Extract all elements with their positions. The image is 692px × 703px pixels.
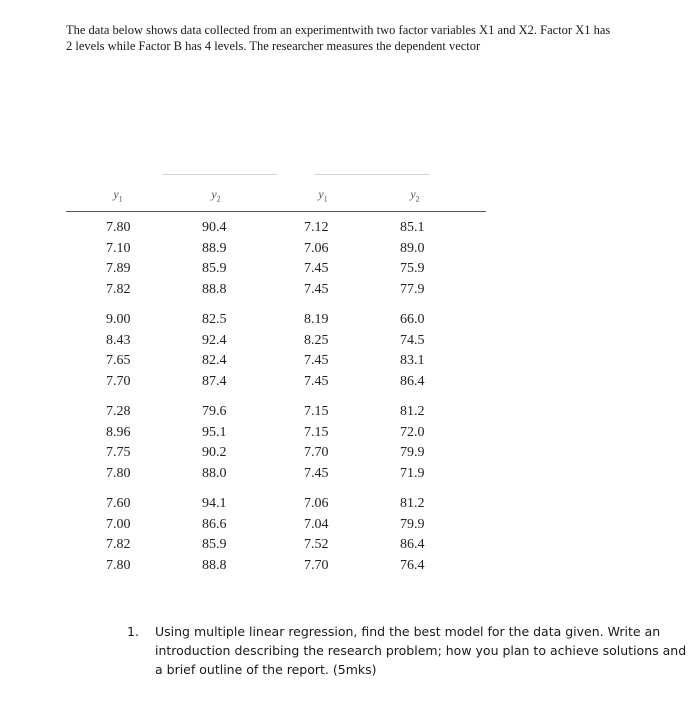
- table-cell: 83.1: [400, 353, 425, 368]
- intro-line-2: 2 levels while Factor B has 4 levels. The researcher measures the dependent vector: [66, 39, 481, 53]
- table-cell: 82.5: [202, 312, 227, 327]
- table-cell: 88.8: [202, 281, 227, 297]
- table-cell: 76.4: [400, 557, 425, 573]
- table-cell: 7.52: [304, 537, 329, 552]
- table-row: [66, 443, 486, 464]
- question-line-2: introduction describing the research problem; how you plan to achieve solutions and: [155, 643, 687, 658]
- table-cell: 7.00: [106, 516, 131, 532]
- table-cell: 85.9: [202, 537, 227, 552]
- table-cell: 85.1: [400, 220, 425, 235]
- table-cell: 90.2: [202, 445, 227, 460]
- table-cell: 7.10: [106, 240, 131, 256]
- table-cell: 72.0: [400, 424, 425, 440]
- table-cell: 7.82: [106, 281, 131, 297]
- table-row: [66, 218, 486, 239]
- table-cell: 7.80: [106, 220, 131, 235]
- table-cell: 95.1: [202, 424, 227, 440]
- table-cell: 79.9: [400, 516, 425, 532]
- table-cell: 79.9: [400, 445, 425, 460]
- table-cell: 7.06: [304, 240, 329, 256]
- table-cell: 7.75: [106, 445, 131, 460]
- table-cell: 86.4: [400, 537, 425, 552]
- table-cell: 88.8: [202, 557, 227, 573]
- question-line-3: a brief outline of the report. (5mks): [155, 662, 377, 677]
- column-header-y1-b: $y_1$: [318, 187, 328, 204]
- table-cell: 85.9: [202, 261, 227, 276]
- table-cell: 79.6: [202, 404, 227, 419]
- table-cell: 8.19: [304, 312, 329, 327]
- table-cell: 92.4: [202, 332, 227, 348]
- table-row: [66, 556, 486, 577]
- table-cell: 88.9: [202, 240, 227, 256]
- table-cell: 75.9: [400, 261, 425, 276]
- table-row: [66, 402, 486, 423]
- table-cell: 7.15: [304, 424, 329, 440]
- table-cell: 7.06: [304, 496, 329, 511]
- table-cell: 81.2: [400, 496, 425, 511]
- table-block: [66, 310, 486, 392]
- table-cell: 87.4: [202, 373, 227, 389]
- top-divider-right: [314, 174, 430, 175]
- table-cell: 89.0: [400, 240, 425, 256]
- table-row: [66, 494, 486, 515]
- table-row: [66, 280, 486, 301]
- table-cell: 71.9: [400, 465, 425, 481]
- table-row: [66, 310, 486, 331]
- question-line-1: Using multiple linear regression, find the best model for the data given. Write an: [155, 624, 661, 639]
- table-row: [66, 423, 486, 444]
- top-divider-left: [162, 174, 277, 175]
- table-cell: 8.25: [304, 332, 329, 348]
- table-cell: 7.80: [106, 465, 131, 481]
- column-header-y2-a: $y_2$: [211, 187, 221, 204]
- table-cell: 7.70: [304, 557, 329, 573]
- table-block: [66, 494, 486, 576]
- table-cell: 7.45: [304, 465, 329, 481]
- table-cell: 7.12: [304, 220, 329, 235]
- table-cell: 7.70: [304, 445, 329, 460]
- table-cell: 74.5: [400, 332, 425, 348]
- table-cell: 7.28: [106, 404, 131, 419]
- table-row: [66, 239, 486, 260]
- table-cell: 7.70: [106, 373, 131, 389]
- table-cell: 7.65: [106, 353, 131, 368]
- table-cell: 81.2: [400, 404, 425, 419]
- question-text: [155, 622, 687, 679]
- table-row: [66, 464, 486, 485]
- table-cell: 9.00: [106, 312, 131, 327]
- table-block: [66, 218, 486, 300]
- table-row: [66, 259, 486, 280]
- table-cell: 7.45: [304, 373, 329, 389]
- table-cell: 7.89: [106, 261, 131, 276]
- table-cell: 7.45: [304, 353, 329, 368]
- table-cell: 7.60: [106, 496, 131, 511]
- table-cell: 8.96: [106, 424, 131, 440]
- table-row: [66, 351, 486, 372]
- table-row: [66, 515, 486, 536]
- table-cell: 7.15: [304, 404, 329, 419]
- intro-paragraph: [66, 22, 666, 54]
- column-header-y1-a: $y_1$: [113, 187, 123, 204]
- table-row: [66, 535, 486, 556]
- table-cell: 90.4: [202, 220, 227, 235]
- table-cell: 66.0: [400, 312, 425, 327]
- table-row: [66, 331, 486, 352]
- table-cell: 94.1: [202, 496, 227, 511]
- table-cell: 7.45: [304, 281, 329, 297]
- column-header-y2-b: $y_2$: [410, 187, 420, 204]
- table-cell: 82.4: [202, 353, 227, 368]
- table-cell: 7.82: [106, 537, 131, 552]
- table-cell: 8.43: [106, 332, 131, 348]
- table-row: [66, 372, 486, 393]
- table-cell: 7.04: [304, 516, 329, 532]
- question-number: 1.: [127, 624, 139, 639]
- table-cell: 86.4: [400, 373, 425, 389]
- header-rule: [66, 211, 486, 212]
- table-cell: 88.0: [202, 465, 227, 481]
- table-cell: 7.45: [304, 261, 329, 276]
- table-cell: 86.6: [202, 516, 227, 532]
- table-cell: 7.80: [106, 557, 131, 573]
- intro-line-1: The data below shows data collected from an experimentwith two factor variables X1 and X2. Factor X1 has: [66, 23, 611, 37]
- table-block: [66, 402, 486, 484]
- table-cell: 77.9: [400, 281, 425, 297]
